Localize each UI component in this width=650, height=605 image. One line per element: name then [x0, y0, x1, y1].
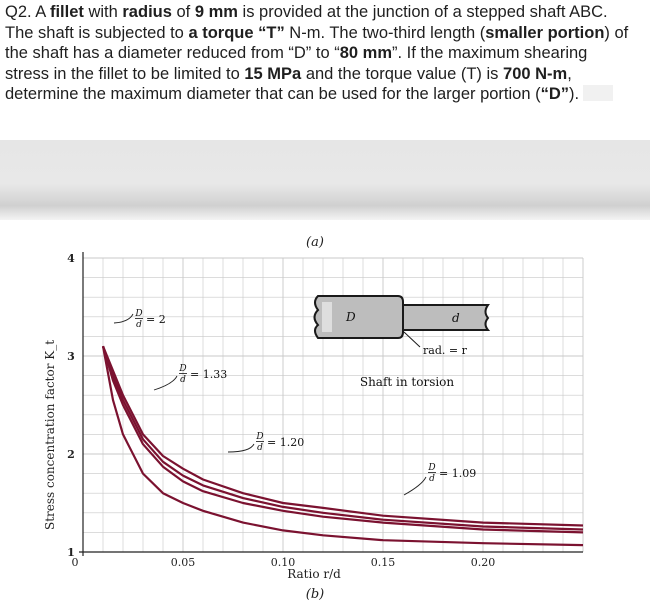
question-segment: 15 MPa [244, 64, 302, 83]
question-segment: 80 mm [339, 44, 393, 63]
question-segment: ”. If the maximum shearing [392, 44, 588, 63]
x-tick-label: 0 [71, 556, 79, 569]
stress-concentration-figure [0, 230, 650, 605]
curve-label-leader [154, 376, 177, 390]
y-tick-label: 4 [67, 252, 75, 265]
question-segment: , [567, 64, 572, 83]
question-segment: a torque “T” [188, 23, 285, 42]
curve-label-denominator: d [257, 443, 263, 453]
x-axis-title: Ratio r/d [287, 567, 341, 581]
shaft-big-d-label: D [346, 310, 356, 324]
curve-label-leader [114, 314, 133, 323]
question-segment: the shaft has a diameter reduced from “D” to “ [5, 44, 340, 63]
shaft-rad-label: rad. = r [423, 344, 467, 357]
curve-label-value: = 1.33 [190, 368, 228, 381]
question-segment: 9 mm [194, 3, 238, 21]
question-segment: stress in the fillet to be limited to [5, 64, 245, 83]
y-tick-label: 1 [67, 546, 75, 559]
question-segment: ) of [604, 23, 629, 42]
x-tick-label: 0.20 [470, 556, 496, 569]
x-tick-label: 0.15 [370, 556, 396, 569]
question-line-4 [5, 64, 643, 85]
curve-label-numerator: D [135, 309, 143, 319]
x-tick-label: 0.05 [170, 556, 196, 569]
curve-label-numerator: D [428, 463, 436, 473]
curve-label [255, 432, 304, 453]
question-segment: fillet [49, 3, 84, 21]
curve-label-value: = 1.20 [267, 436, 305, 449]
x-tick-label: 0.10 [270, 556, 296, 569]
figure-label-b: (b) [305, 587, 325, 602]
question-text [5, 2, 643, 105]
curve-label-denominator: d [429, 474, 435, 484]
curve-label-denominator: d [136, 320, 142, 330]
question-segment: of [171, 3, 195, 21]
y-tick-label: 3 [67, 350, 75, 363]
question-line-5 [5, 84, 643, 105]
shaft-small-section [403, 305, 488, 330]
question-segment: with [83, 3, 123, 21]
question-line-2 [5, 23, 643, 44]
question-segment: Q2. A [5, 3, 50, 21]
shaft-rad-leader [404, 332, 420, 347]
question-segment: and the torque value (T) is [301, 64, 504, 83]
curve-label-denominator: d [180, 375, 186, 385]
shaft-diagram [315, 296, 489, 389]
shaft-highlight [322, 302, 332, 332]
curve-label-numerator: D [256, 432, 264, 442]
y-tick-label: 2 [67, 448, 75, 461]
question-segment: ). [569, 85, 580, 104]
question-segment: N-m. The two-third length ( [284, 23, 486, 42]
curve-label [427, 463, 476, 484]
question-segment: smaller portion [485, 23, 605, 42]
curve-label [134, 309, 165, 330]
figure-label-a: (a) [306, 235, 324, 250]
separator-band [0, 140, 650, 220]
question-segment: The shaft is subjected to [5, 23, 189, 42]
curve-label-value: = 2 [146, 313, 166, 326]
question-segment: 700 N-m [503, 64, 568, 83]
question-line-3 [5, 43, 643, 64]
curve-label-leader [228, 444, 254, 452]
question-segment: is provided at the junction of a stepped shaft ABC. [237, 3, 608, 21]
question-segment: “D” [540, 85, 570, 104]
curve-label-numerator: D [179, 364, 187, 374]
y-axis-title: Stress concentration factor K_t [43, 339, 57, 531]
curve-label-value: = 1.09 [439, 467, 477, 480]
redaction-box [583, 85, 613, 101]
shaft-small-d-label: d [452, 311, 460, 325]
chart-curve-labels [114, 309, 476, 495]
question-segment: determine the maximum diameter that can be used for the larger portion ( [5, 85, 541, 104]
stress-concentration-chart [0, 230, 650, 605]
question-segment: radius [122, 3, 172, 21]
question-line-1 [5, 2, 643, 23]
shaft-caption: Shaft in torsion [359, 375, 455, 389]
